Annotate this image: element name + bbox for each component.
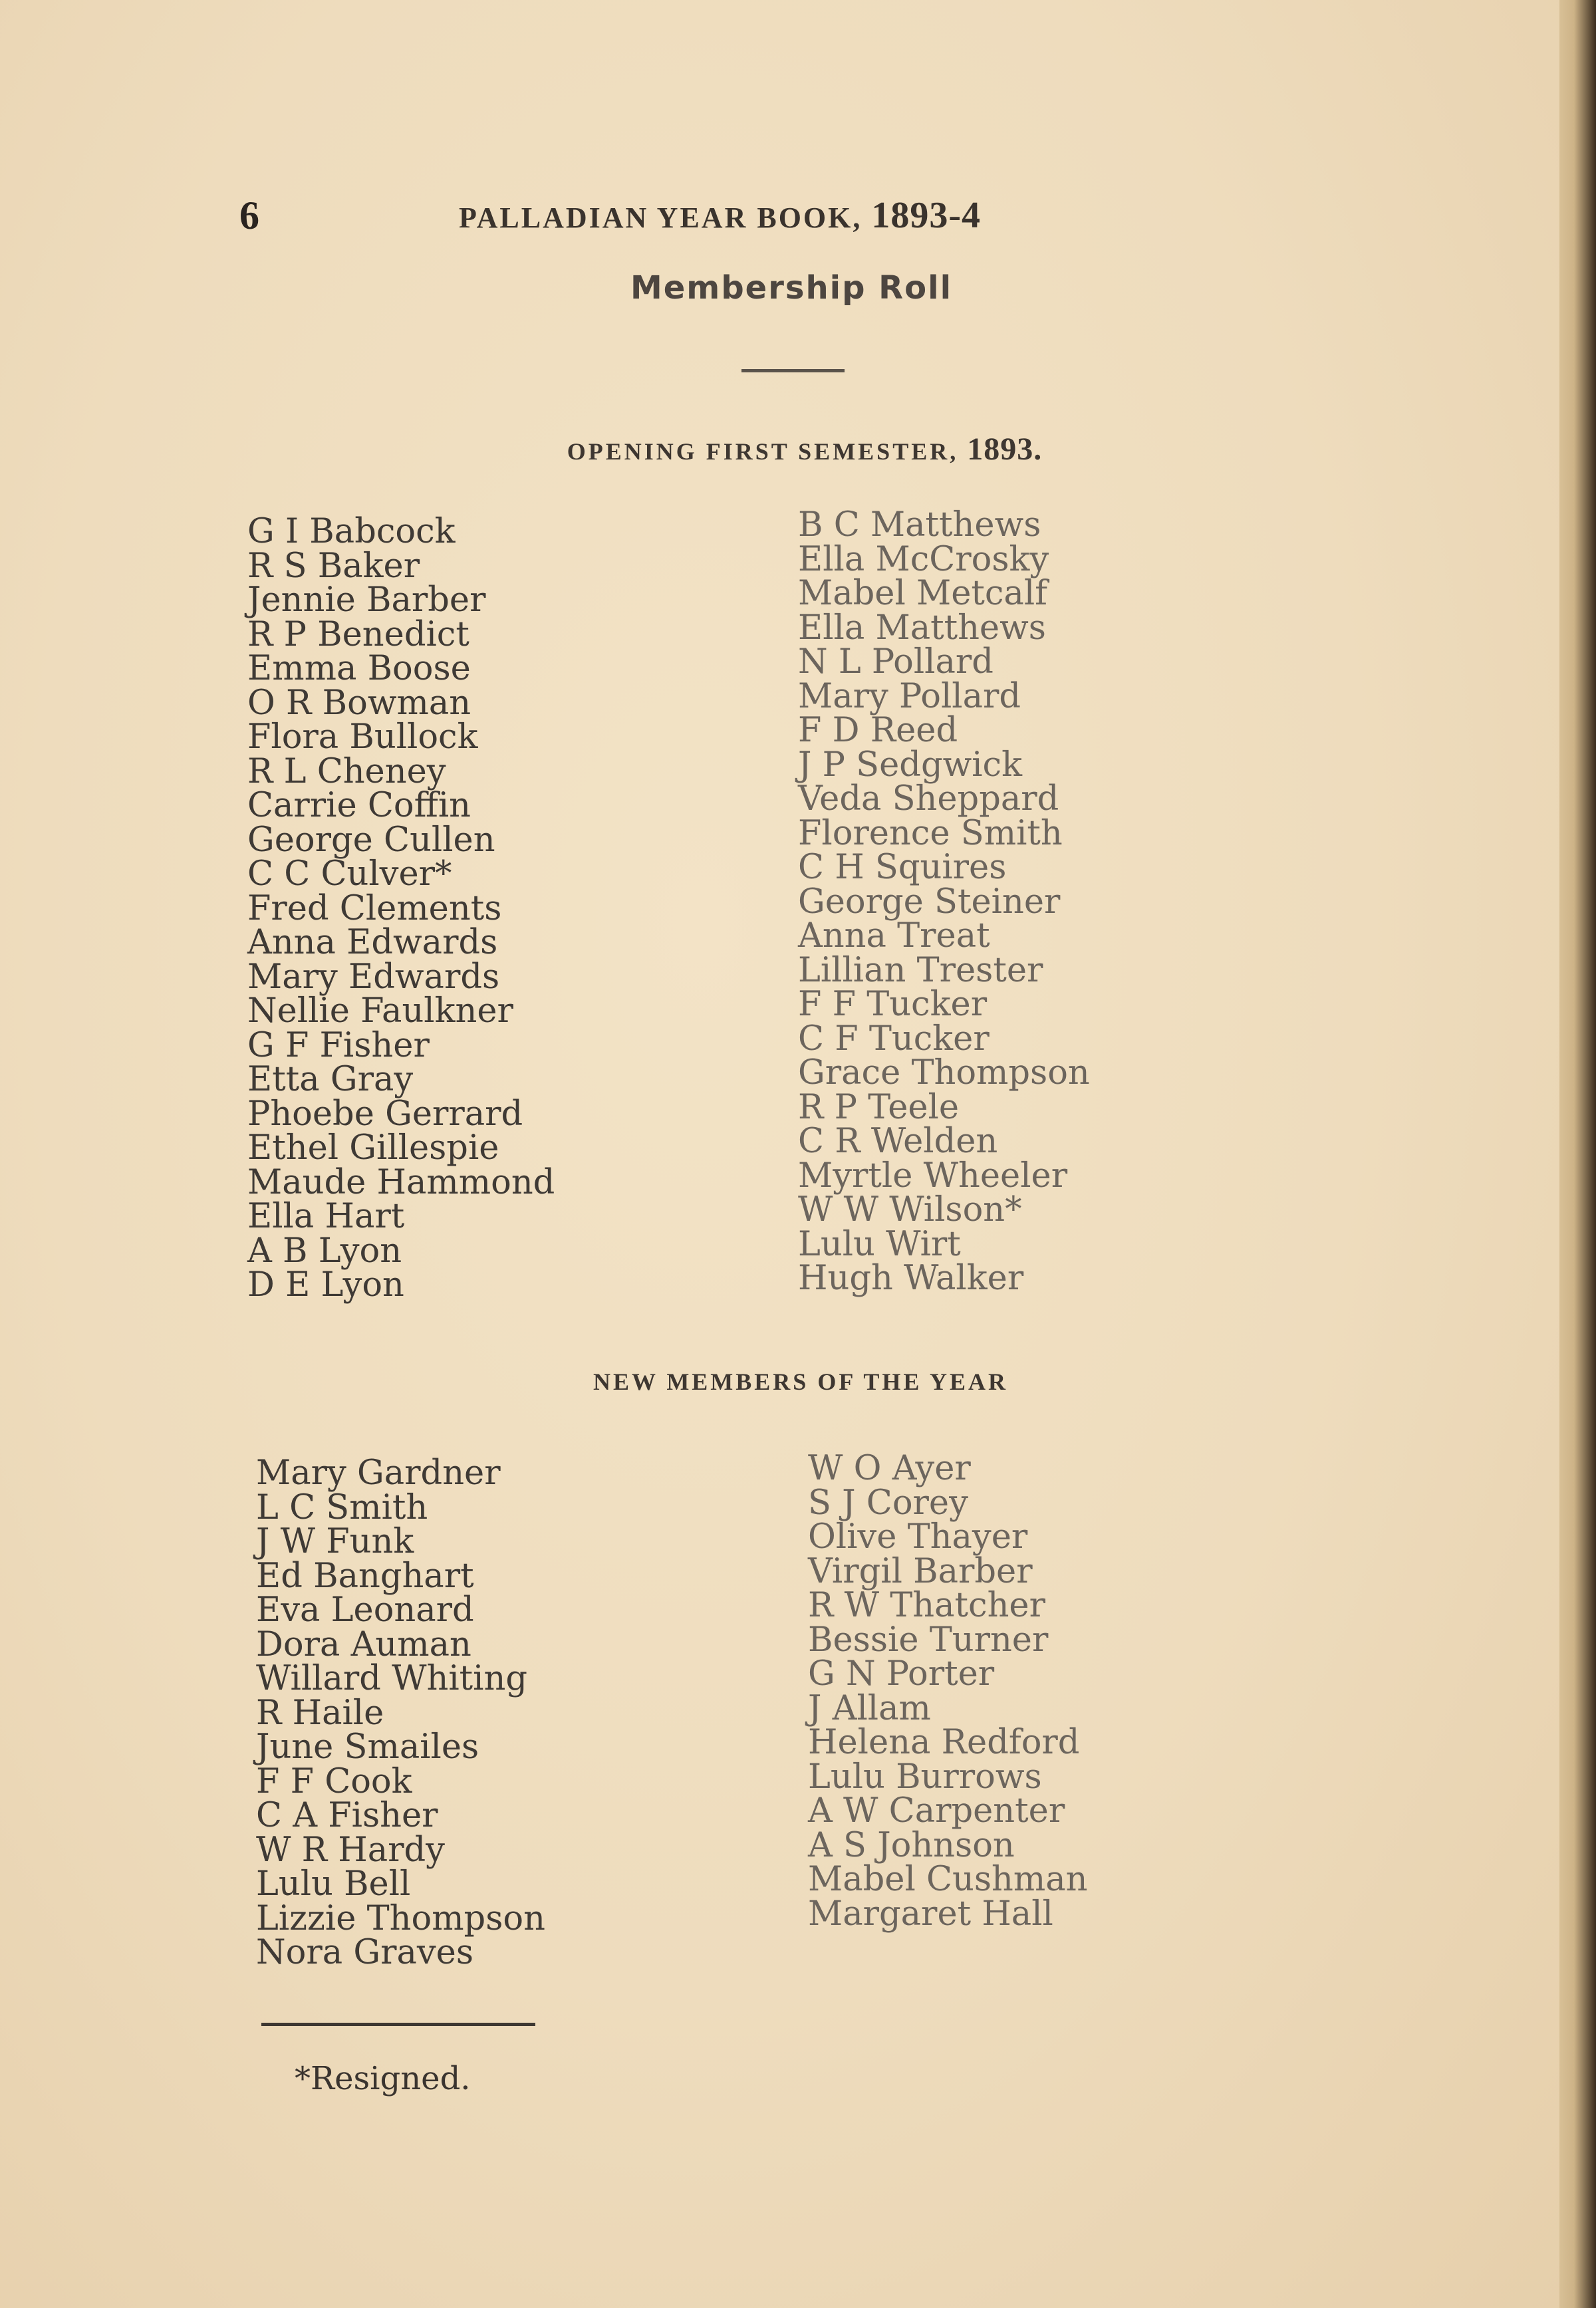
member-name: Nora Graves bbox=[256, 1933, 474, 1972]
member-name: C A Fisher bbox=[256, 1796, 438, 1835]
member-name: A S Johnson bbox=[808, 1825, 1015, 1865]
member-name: G F Fisher bbox=[247, 1025, 430, 1065]
member-name: Lillian Trester bbox=[798, 950, 1043, 990]
member-name: Margaret Hall bbox=[808, 1894, 1053, 1934]
member-name: June Smailes bbox=[256, 1728, 479, 1767]
member-name: F F Tucker bbox=[798, 985, 988, 1024]
member-name: W R Hardy bbox=[256, 1830, 445, 1870]
member-name: S J Corey bbox=[808, 1483, 968, 1523]
section-heading-opening bbox=[13, 431, 1559, 467]
member-name: Florence Smith bbox=[798, 813, 1063, 853]
member-name: Hugh Walker bbox=[798, 1259, 1024, 1298]
member-name: Ethel Gillespie bbox=[247, 1128, 499, 1168]
member-name: F D Reed bbox=[798, 711, 958, 750]
member-name: Mary Gardner bbox=[256, 1454, 501, 1493]
member-name: N L Pollard bbox=[798, 642, 994, 682]
page-number: 6 bbox=[239, 193, 259, 237]
member-name: A W Carpenter bbox=[808, 1791, 1065, 1831]
member-name: C C Culver* bbox=[247, 854, 452, 894]
member-name: Lulu Wirt bbox=[798, 1224, 961, 1264]
member-name: George Cullen bbox=[247, 820, 495, 860]
member-name: Flora Bullock bbox=[247, 717, 478, 757]
member-name: A B Lyon bbox=[247, 1231, 402, 1271]
page-title: Membership Roll bbox=[630, 269, 953, 307]
member-name: C F Tucker bbox=[798, 1019, 990, 1059]
member-name: Lulu Burrows bbox=[808, 1757, 1042, 1797]
new-members-left-column bbox=[256, 1456, 545, 1970]
member-name: Carrie Coffin bbox=[247, 786, 471, 825]
footnote: *Resigned. bbox=[295, 2060, 471, 2097]
member-name: R P Benedict bbox=[247, 614, 469, 654]
member-name: Willard Whiting bbox=[256, 1659, 527, 1698]
member-name: R S Baker bbox=[247, 546, 420, 586]
member-name: Myrtle Wheeler bbox=[798, 1156, 1068, 1196]
section-heading-text: OPENING FIRST SEMESTER, bbox=[567, 438, 959, 465]
member-name: George Steiner bbox=[798, 882, 1061, 922]
member-name: C H Squires bbox=[798, 848, 1007, 887]
member-name: Ella Hart bbox=[247, 1197, 405, 1236]
running-head bbox=[459, 194, 981, 237]
member-name: Ella Matthews bbox=[798, 608, 1046, 648]
member-name: Grace Thompson bbox=[798, 1053, 1090, 1092]
new-members-right-column bbox=[808, 1449, 1088, 1934]
member-name: Mabel Metcalf bbox=[798, 574, 1048, 613]
member-name: J W Funk bbox=[256, 1522, 414, 1561]
member-name: Etta Gray bbox=[247, 1060, 414, 1099]
member-name: J Allam bbox=[808, 1688, 931, 1728]
member-name: D E Lyon bbox=[247, 1265, 404, 1305]
member-name: Ella McCrosky bbox=[798, 539, 1049, 579]
member-name: Nellie Faulkner bbox=[247, 991, 513, 1031]
member-name: B C Matthews bbox=[798, 505, 1041, 545]
running-head-year: 1893-4 bbox=[871, 195, 982, 236]
member-name: Dora Auman bbox=[256, 1624, 471, 1664]
member-name: Olive Thayer bbox=[808, 1517, 1028, 1557]
member-name: Emma Boose bbox=[247, 649, 471, 688]
member-name: Phoebe Gerrard bbox=[247, 1094, 523, 1134]
member-name: L C Smith bbox=[256, 1487, 428, 1527]
member-name: C R Welden bbox=[798, 1122, 998, 1161]
member-name: Jennie Barber bbox=[247, 580, 486, 620]
member-name: Mary Edwards bbox=[247, 957, 500, 997]
member-name: R P Teele bbox=[798, 1087, 960, 1127]
member-name: Bessie Turner bbox=[808, 1620, 1049, 1660]
member-name: Lulu Bell bbox=[256, 1864, 411, 1904]
member-name: Virgil Barber bbox=[808, 1551, 1033, 1591]
member-name: G I Babcock bbox=[247, 512, 456, 551]
member-name: Mabel Cushman bbox=[808, 1860, 1088, 1899]
member-name: G N Porter bbox=[808, 1654, 995, 1694]
member-name: F F Cook bbox=[256, 1761, 412, 1801]
section-heading-new-members: NEW MEMBERS OF THE YEAR bbox=[593, 1368, 1009, 1395]
opening-members-right-column bbox=[798, 505, 1090, 1298]
member-name: Mary Pollard bbox=[798, 676, 1021, 716]
member-name: Ed Banghart bbox=[256, 1556, 474, 1596]
opening-members-left-column bbox=[247, 512, 555, 1305]
member-name: R W Thatcher bbox=[808, 1586, 1045, 1625]
running-title: PALLADIAN YEAR BOOK, bbox=[459, 201, 863, 234]
member-name: Eva Leonard bbox=[256, 1591, 474, 1630]
member-name: O R Bowman bbox=[247, 683, 471, 723]
member-name: Fred Clements bbox=[247, 888, 502, 928]
footnote-divider bbox=[261, 2023, 535, 2026]
book-spine-edge bbox=[1559, 0, 1596, 2308]
member-name: R Haile bbox=[256, 1693, 384, 1733]
member-name: W O Ayer bbox=[808, 1449, 971, 1488]
title-divider bbox=[741, 369, 845, 372]
member-name: Maude Hammond bbox=[247, 1162, 555, 1202]
member-name: Anna Edwards bbox=[247, 923, 498, 962]
member-name: J P Sedgwick bbox=[798, 745, 1023, 785]
member-name: Veda Sheppard bbox=[798, 779, 1059, 819]
member-name: R L Cheney bbox=[247, 751, 446, 791]
member-name: Anna Treat bbox=[798, 916, 990, 956]
member-name: W W Wilson* bbox=[798, 1190, 1022, 1229]
member-name: Lizzie Thompson bbox=[256, 1898, 545, 1938]
section-heading-year: 1893. bbox=[967, 432, 1043, 467]
member-name: Helena Redford bbox=[808, 1723, 1080, 1762]
